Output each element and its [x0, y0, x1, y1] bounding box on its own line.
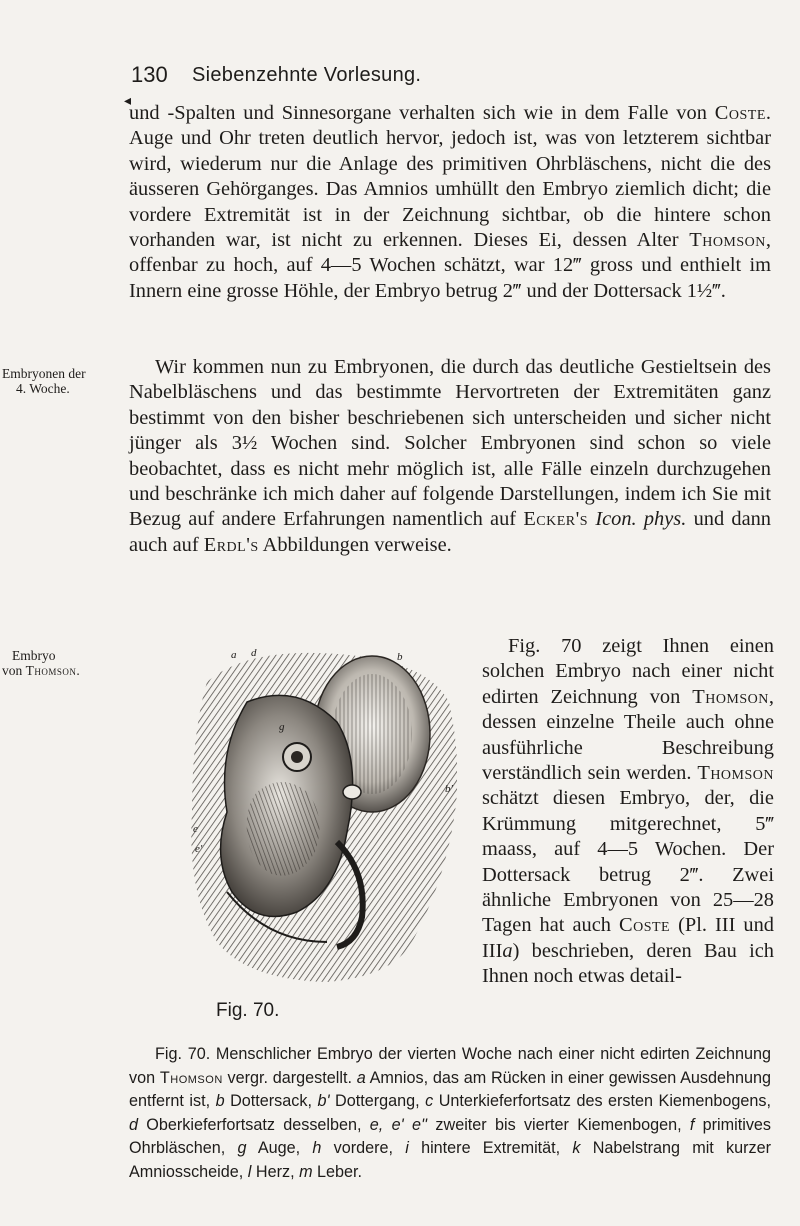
label-g: g [279, 721, 285, 733]
running-title: Siebenzehnte Vorlesung. [192, 64, 422, 86]
figure-caption: Fig. 70. Menschlicher Embryo der vierten Woche nach einer nicht edirten Zeichnung von Thomson vergr. dargestellt. a Amnios, das am Rücken in einer gewissen Ausdehnung entfernt ist, b Dottersack, b' Dottergang, c Unterkieferfortsatz des ersten Kiemenbogens, d Oberkieferfortsatz desselben, e, e' e'' zweiter bis vierter Kiemenbogen, f primitives Ohrbläschen, g Auge, h vordere, i hintere Extremität, k Nabelstrang mit kurzer Amniosscheide, l Herz, m Leber. [129, 1045, 772, 1181]
paragraph-1: und -Spalten und Sinnesorgane verhalten sich wie in dem Falle von Coste. Auge und Ohr treten deutlich hervor, jedoch ist, was von letzterem sichtbar wird, wiederum nur die Anlage des primitiven Ohrbläschens, nicht die des äusseren Gehörganges. Das Amnios umhüllt den Embryo ziemlich dicht; die vordere Extremität ist in der Zeichnung sichtbar, ob die hintere schon vorhanden war, ist nicht zu erkennen. Dieses Ei, dessen Alter Thomson, offenbar zu hoch, auf 4—5 Wochen schätzt, war 12‴ gross und enthielt im Innern eine grosse Höhle, der Embryo betrug 2‴ und der Dottersack 1½‴. [129, 102, 771, 302]
paragraph-2: Wir kommen nun zu Embryonen, die durch das deutliche Gestieltsein des Nabelbläschens und das bestimmte Hervortreten der Extremitäten ganz bestimmt von den bisher beschriebenen sich unterscheiden und sicher nicht jünger als 3½ Wochen sind. Solcher Embryonen sind schon so viele beobachtet, dass es nicht mehr möglich ist, alle Fälle einzeln durchzugehen und beschränke ich mich daher auf folgende Darstellungen, indem ich Sie mit Bezug auf andere Erfahrungen namentlich auf Ecker's Icon. phys. und dann auch auf Erdl's Abbildungen verweise. [129, 356, 772, 556]
label-b: b [397, 651, 403, 663]
label-a: a [231, 649, 237, 661]
printer-mark-icon: ◂ [124, 94, 132, 109]
margin-note-thomson: Embryo von Thomson. [2, 648, 81, 678]
label-d: d [251, 647, 257, 659]
ear-vesicle-shape [343, 785, 361, 799]
page-header [131, 62, 691, 88]
margin-note-embryonen: Embryonen der 4. Woche. [2, 366, 86, 396]
page-number: 130 [131, 62, 168, 87]
label-b2: b' [445, 783, 453, 795]
label-e: e [193, 823, 198, 835]
label-e2: e' [195, 843, 203, 855]
paragraph-3: Fig. 70 zeigt Ihnen einen solchen Embryo nach einer nicht edirten Zeichnung von Thomson, dessen einzelne Theile auch ohne ausführliche Beschreibung verständlich sein werden. Thomson schätzt diesen Embryo, der, die Krümmung mitgerechnet, 5‴ maass, auf 4—5 Wochen. Der Dottersack betrug 2‴. Zwei ähnliche Embryonen von 25—28 Tagen hat auch Coste (Pl. III und IIIa) beschrieben, deren Bau ich Ihnen noch etwas detail- [482, 635, 774, 988]
figure-number-label: Fig. 70. [216, 1000, 280, 1021]
figure-70-embryo-illustration [187, 642, 457, 987]
